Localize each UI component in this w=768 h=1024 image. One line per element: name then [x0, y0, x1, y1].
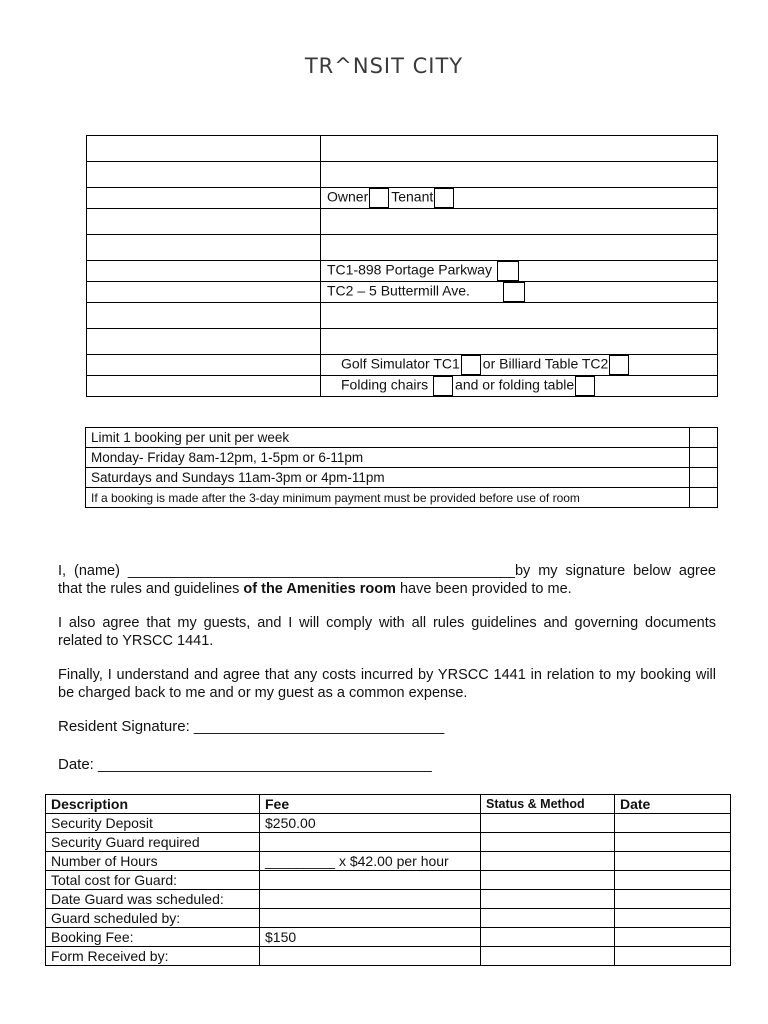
label-cell	[87, 303, 321, 329]
date-cell[interactable]	[615, 928, 731, 947]
date-cell[interactable]	[615, 890, 731, 909]
date-cell[interactable]	[615, 871, 731, 890]
folding-chairs-label: Folding chairs	[341, 376, 429, 393]
header-status-method: Status & Method	[481, 795, 615, 814]
description-cell: Number of Hours	[46, 852, 260, 871]
description-cell: Booking Fee:	[46, 928, 260, 947]
label-cell	[87, 261, 321, 282]
header-date: Date	[615, 795, 731, 814]
agreement-paragraph-2: I also agree that my guests, and I will comply with all rules guidelines and governing documents related to YRSCC 1441.	[58, 615, 716, 649]
description-cell: Guard scheduled by:	[46, 909, 260, 928]
description-cell: Date Guard was scheduled:	[46, 890, 260, 909]
status-cell[interactable]	[481, 947, 615, 966]
fee-cell[interactable]: _________ x $42.00 per hour	[260, 852, 481, 871]
tc2-checkbox[interactable]	[503, 282, 525, 302]
tc2-address: TC2 – 5 Buttermill Ave.	[327, 282, 470, 299]
table-checkbox[interactable]	[575, 376, 595, 396]
value-cell[interactable]	[321, 136, 718, 162]
table-row	[46, 833, 731, 852]
fee-table	[45, 794, 731, 966]
rule-text: Limit 1 booking per unit per week	[86, 428, 690, 448]
status-cell[interactable]	[481, 890, 615, 909]
fee-cell[interactable]	[260, 909, 481, 928]
table-row	[46, 871, 731, 890]
date-cell[interactable]	[615, 814, 731, 833]
chairs-checkbox[interactable]	[433, 376, 453, 396]
billiard-checkbox[interactable]	[609, 355, 629, 375]
date-cell[interactable]	[615, 852, 731, 871]
rule-text: Monday- Friday 8am-12pm, 1-5pm or 6-11pm	[86, 448, 690, 468]
agreement-paragraph-3: Finally, I understand and agree that any costs incurred by YRSCC 1441 in relation to my booking will be charged back to me and or my guest as a common expense.	[58, 667, 716, 701]
rules-table	[85, 427, 718, 508]
rule-checkbox[interactable]	[690, 428, 718, 448]
tc1-address: TC1-898 Portage Parkway	[327, 261, 492, 278]
date-cell[interactable]	[615, 947, 731, 966]
date-line[interactable]: Date: ________________________________________	[58, 756, 432, 773]
value-cell[interactable]	[321, 162, 718, 188]
label-cell	[87, 329, 321, 355]
value-cell[interactable]	[321, 329, 718, 355]
label-cell	[87, 376, 321, 397]
description-cell: Form Received by:	[46, 947, 260, 966]
status-cell[interactable]	[481, 928, 615, 947]
table-row	[46, 852, 731, 871]
table-row	[46, 947, 731, 966]
table-row	[46, 928, 731, 947]
agreement-text-end: have been provided to me.	[395, 581, 572, 597]
value-cell[interactable]	[321, 209, 718, 235]
golf-checkbox[interactable]	[461, 355, 481, 375]
rule-text: Saturdays and Sundays 11am-3pm or 4pm-11pm	[86, 468, 690, 488]
label-cell	[87, 282, 321, 303]
table-row	[46, 814, 731, 833]
value-cell[interactable]	[321, 235, 718, 261]
amenities-room-bold: of the Amenities room	[243, 581, 396, 597]
owner-checkbox[interactable]	[369, 188, 389, 208]
fee-cell[interactable]	[260, 890, 481, 909]
billiard-label: or Billiard Table TC2	[482, 355, 609, 372]
agreement-paragraph-1	[58, 562, 716, 598]
label-cell	[87, 355, 321, 376]
tenant-checkbox[interactable]	[434, 188, 454, 208]
fee-cell[interactable]	[260, 947, 481, 966]
resident-signature-line[interactable]: Resident Signature: ______________________________	[58, 718, 445, 735]
label-cell	[87, 188, 321, 209]
tc2-cell	[321, 282, 718, 303]
date-cell[interactable]	[615, 833, 731, 852]
status-cell[interactable]	[481, 852, 615, 871]
tc1-checkbox[interactable]	[497, 261, 519, 281]
description-cell: Total cost for Guard:	[46, 871, 260, 890]
rule-text: If a booking is made after the 3-day minimum payment must be provided before use of room	[86, 488, 690, 508]
status-cell[interactable]	[481, 833, 615, 852]
label-cell	[87, 136, 321, 162]
status-cell[interactable]	[481, 871, 615, 890]
header-fee: Fee	[260, 795, 481, 814]
label-cell	[87, 235, 321, 261]
rule-checkbox[interactable]	[690, 488, 718, 508]
value-cell[interactable]	[321, 303, 718, 329]
owner-label: Owner	[327, 188, 369, 205]
golf-simulator-label: Golf Simulator TC1	[341, 355, 460, 372]
fee-cell: $250.00	[260, 814, 481, 833]
label-cell	[87, 162, 321, 188]
furniture-cell	[321, 376, 718, 397]
table-row	[46, 909, 731, 928]
folding-table-label: and or folding table	[455, 376, 575, 393]
owner-tenant-cell	[321, 188, 718, 209]
label-cell	[87, 209, 321, 235]
tc1-cell	[321, 261, 718, 282]
status-cell[interactable]	[481, 814, 615, 833]
date-cell[interactable]	[615, 909, 731, 928]
transit-city-logo: TR^NSIT CITY	[304, 54, 464, 78]
equipment-cell	[321, 355, 718, 376]
agreement-text: I, (name) ________________________________________________by my signature below agree that the rules and guidelines	[58, 563, 716, 597]
rule-checkbox[interactable]	[690, 448, 718, 468]
header-description: Description	[46, 795, 260, 814]
status-cell[interactable]	[481, 909, 615, 928]
table-row	[46, 890, 731, 909]
fee-cell[interactable]	[260, 833, 481, 852]
rule-checkbox[interactable]	[690, 468, 718, 488]
description-cell: Security Guard required	[46, 833, 260, 852]
fee-cell: $150	[260, 928, 481, 947]
tenant-label: Tenant	[391, 188, 434, 205]
fee-cell[interactable]	[260, 871, 481, 890]
booking-info-table	[86, 135, 718, 397]
description-cell: Security Deposit	[46, 814, 260, 833]
